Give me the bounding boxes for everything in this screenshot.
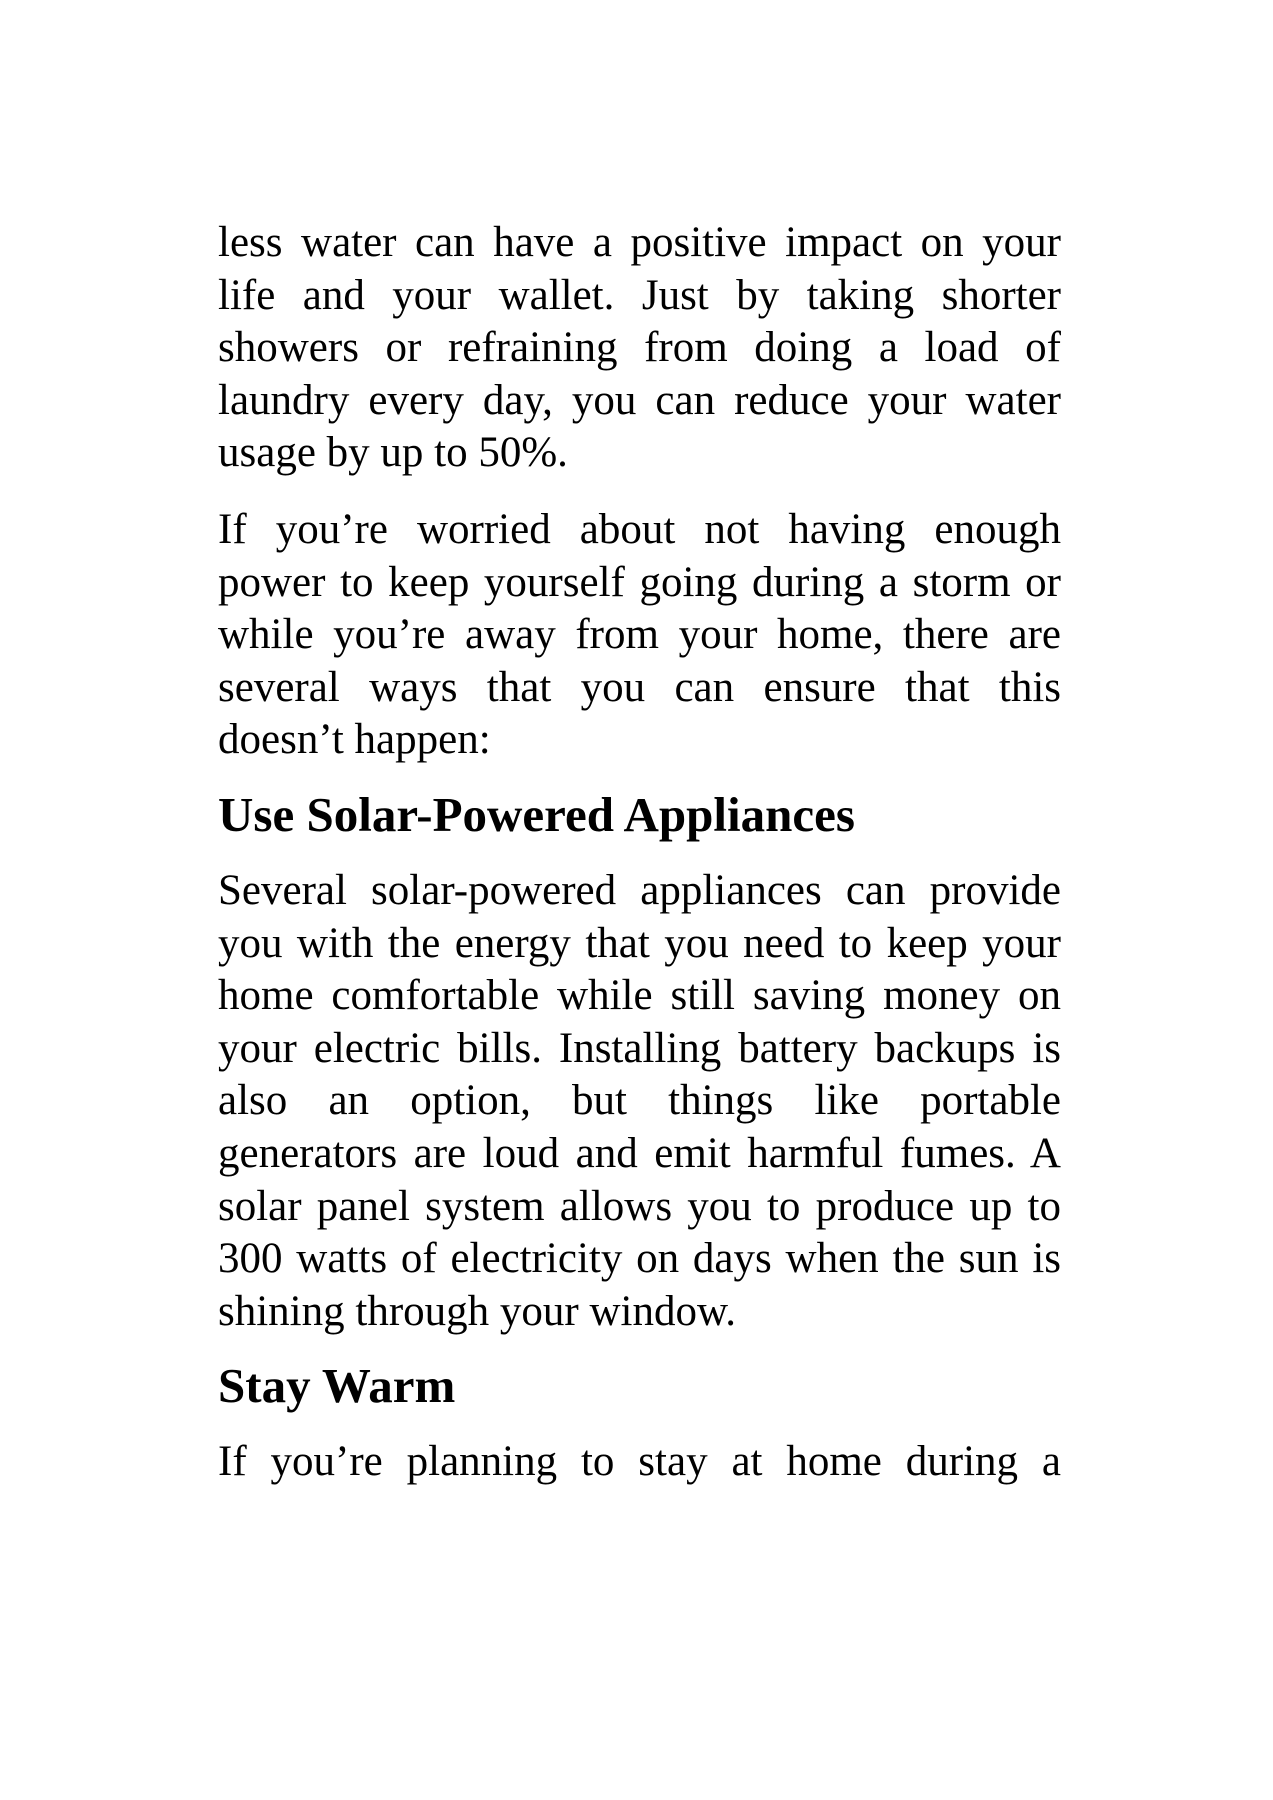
document-body bbox=[218, 217, 1061, 1489]
paragraph-solar-appliances: Several solar-powered appliances can provide you with the energy that you need to keep your home comfortable while still saving money on your electric bills. Installing battery backups is also an option, but things like portable generators are loud and emit harmful fumes. A solar panel system allows you to produce up to 300 watts of electricity on days when the sun is shining through your window. bbox=[218, 866, 1061, 1335]
paragraph-stay-warm: If you’re planning to stay at home during a bbox=[218, 1438, 1061, 1486]
paragraph-water-usage: less water can have a positive impact on your life and your wallet. Just by taking shorter showers or refraining from doing a load of laundry every day, you can reduce your water usage by up to 50%. bbox=[218, 219, 1061, 477]
paragraph-power-intro: If you’re worried about not having enough power to keep yourself going during a storm or while you’re away from your home, there are several ways that you can ensure that this doesn’t happen: bbox=[218, 505, 1061, 764]
heading-solar-appliances: Use Solar-Powered Appliances bbox=[218, 786, 855, 842]
heading-stay-warm: Stay Warm bbox=[218, 1358, 456, 1414]
